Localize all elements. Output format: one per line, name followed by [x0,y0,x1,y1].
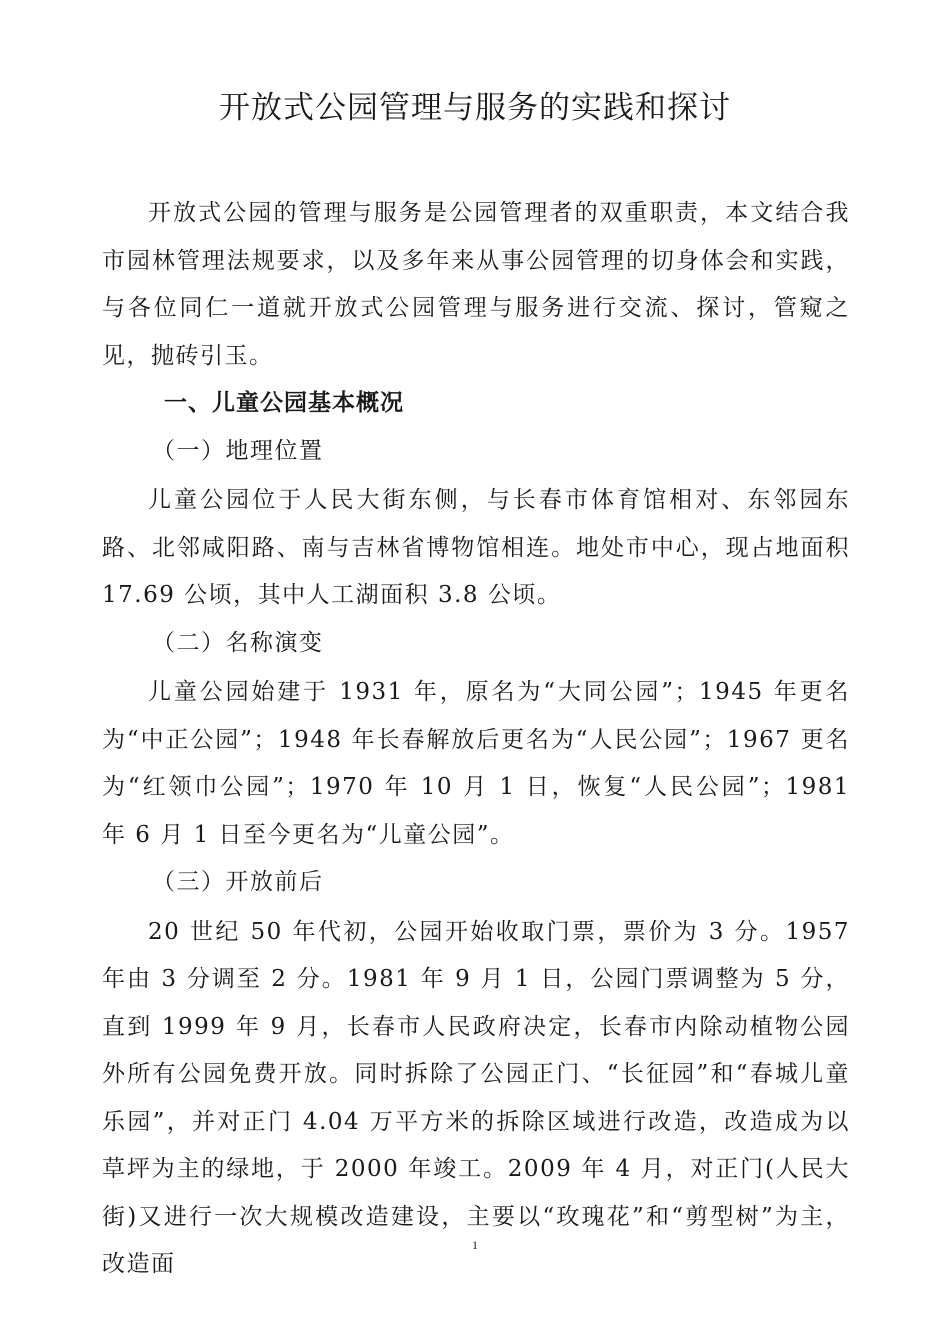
subsection-heading-name-history: （二）名称演变 [152,629,324,656]
location-paragraph: 儿童公园位于人民大街东侧，与长春市体育馆相对、东邻园东路、北邻咸阳路、南与吉林省博物馆相连。地处市中心，现占地面积 17.69 公顷，其中人工湖面积 3.8 公顷。 [102,487,850,608]
document-body [102,190,850,1289]
subsection-heading-location: （一）地理位置 [152,437,324,464]
name-history-paragraph: 儿童公园始建于 1931 年，原名为“大同公园”；1945 年更名为“中正公园”；1948 年长春解放后更名为“人民公园”；1967 更名为“红领巾公园”；1970 年 10 月 1 日，恢复“人民公园”；1981 年 6 月 1 日至今更名为“儿童公园”。 [102,679,850,848]
document-title: 开放式公园管理与服务的实践和探讨 [219,90,731,126]
page-number: 1 [472,1238,478,1252]
subsection-heading-opening: （三）开放前后 [152,869,324,895]
section-heading-1: 一、儿童公园基本概况 [164,390,404,416]
intro-paragraph: 开放式公园的管理与服务是公园管理者的双重职责，本文结合我市园林管理法规要求，以及多年来从事公园管理的切身体会和实践，与各位同仁一道就开放式公园管理与服务进行交流、探讨，管窥之见，抛砖引玉。 [102,200,850,369]
opening-paragraph: 20 世纪 50 年代初，公园开始收取门票，票价为 3 分。1957 年由 3 分调至 2 分。1981 年 9 月 1 日，公园门票调整为 5 分，直到 1999 年 9 月，长春市人民政府决定，长春市内除动植物公园外所有公园免费开放。同时拆除了公园正门、“长征园”和“春城儿童乐园”，并对正门 4.04 万平方米的拆除区域进行改造，改造成为以草坪为主的绿地，于 2000 年竣工。2009 年 4 月，对正门(人民大街)又进行一次大规模改造建设，主要以“玫瑰花”和“剪型树”为主，改造面 [102,918,850,1277]
